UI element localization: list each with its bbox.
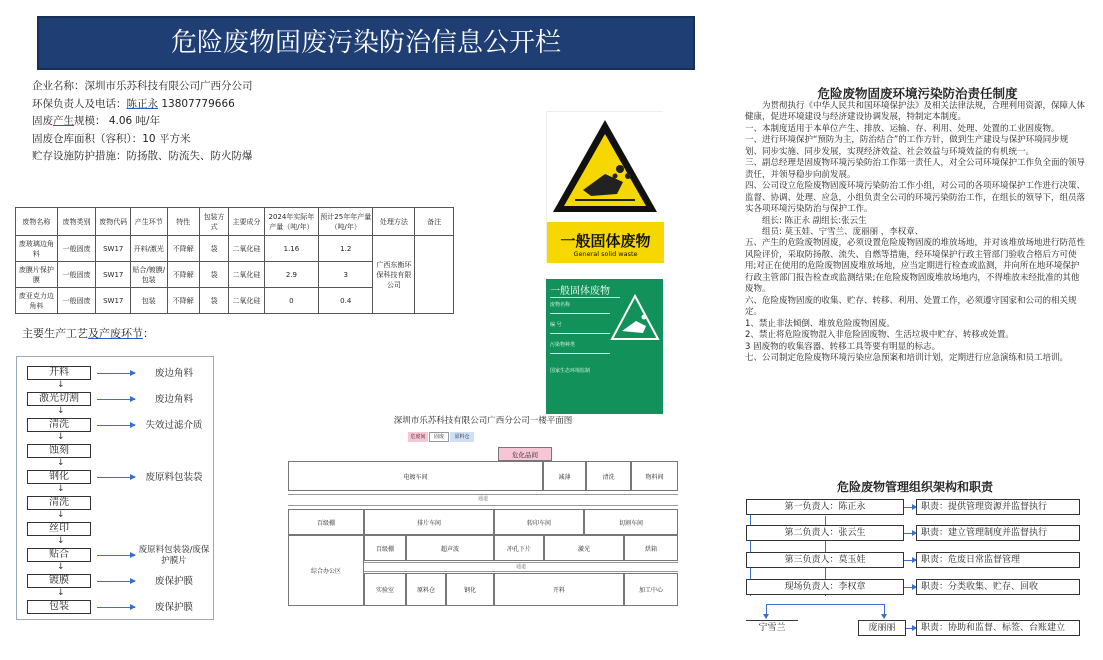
- regulation-paragraph: 五、产生的危险废物固废，必须设置危险废物固废的堆放场地，并对该堆放场地进行防范性风险评价，采取防扬散、流失、自燃等措施，经环境保护行政主管部门验收合格后方可使用;对正在使用的危险废物固废堆放场地，应当定期进行检查或监测，并向所在地环境保护行政主管部门报告检查或监测结果;在危险废物固废堆放场地内，不得堆放未经批准的其他废物。: [745, 238, 1086, 295]
- waste-label: 废原料包装袋: [145, 472, 203, 483]
- down-arrow-icon: ↓: [57, 588, 65, 598]
- table-cell: 1.2: [319, 236, 373, 262]
- col-header: 处理方法: [373, 208, 415, 236]
- floor-plan: [288, 428, 678, 606]
- table-cell: 一般固废: [57, 236, 96, 262]
- table-cell: 一般固废: [57, 262, 96, 288]
- duty-box: 职责：危废日常监督管理: [916, 552, 1080, 568]
- down-arrow-icon: [884, 604, 885, 618]
- right-arrow-icon: [97, 555, 135, 556]
- right-arrow-icon: [906, 628, 916, 629]
- flow-step: 钢化: [27, 470, 91, 484]
- room: 加工中心: [624, 573, 678, 606]
- col-header: 产生环节: [130, 208, 167, 236]
- room: 原料仓: [406, 573, 446, 606]
- table-cell: 1.16: [264, 236, 318, 262]
- table-cell: 二氧化硅: [229, 236, 265, 262]
- right-arrow-icon: [97, 477, 135, 478]
- page-banner: 危险废物固废污染防治信息公开栏: [37, 16, 695, 70]
- room: 超声波: [406, 535, 494, 561]
- right-arrow-icon: [904, 587, 916, 588]
- general-solid-waste-sign: [546, 111, 663, 262]
- right-arrow-icon: [97, 373, 135, 374]
- regulation-paragraph: 七、公司制定危险废物环境污染应急预案和培训计划，定期进行应急演练和员工培训。: [745, 352, 1069, 363]
- right-arrow-icon: [97, 581, 135, 582]
- down-arrow-icon: ↓: [57, 406, 65, 416]
- down-arrow-icon: ↓: [57, 562, 65, 572]
- regulation-paragraph: 2、禁止将危险废物混入非危险固废物、生活垃圾中贮存、转移或处置。: [745, 330, 1014, 341]
- regulation-paragraph: 组员: 莫玉娃、宁雪兰、庞丽丽 ，李权章、: [762, 226, 924, 237]
- room: 电镀车间: [288, 461, 543, 491]
- regulation-paragraph: 为贯彻执行《中华人民共和国环境保护法》及相关法律法规，合理利用资源，保障人体健康，促进环境建设与经济建设协调发展，特制定本制度。: [745, 101, 1086, 123]
- flow-step: 激光切割: [27, 392, 91, 406]
- room: 排片车间: [364, 509, 494, 535]
- table-header-row: [16, 208, 454, 236]
- room: 物料间: [631, 461, 678, 491]
- down-arrow-icon: ↓: [57, 484, 65, 494]
- duty-box: 职责：分类收集、贮存、回收: [916, 579, 1080, 595]
- table-cell: 贴合/镀膜/包装: [130, 262, 167, 288]
- room: 激光: [544, 535, 624, 561]
- contact-label: 环保负责人及电话：: [32, 97, 127, 110]
- duty-box: 职责：提供管理资源并监督执行: [916, 499, 1080, 515]
- col-header: 废物名称: [16, 208, 58, 236]
- room: 开料: [494, 573, 624, 606]
- regulation-paragraph: 组长: 陈正永 副组长:张云生: [762, 215, 867, 226]
- scale-prefix: 固废: [32, 115, 53, 128]
- table-cell: SW17: [96, 236, 130, 262]
- hazard-room: 危化品间: [498, 447, 552, 461]
- flow-step: 蚀刻: [27, 444, 91, 458]
- table-cell: 二氧化硅: [229, 262, 265, 288]
- duty-box: 职责：建立管理制度并监督执行: [916, 525, 1080, 541]
- waste-label: 废原料包装袋/废保护膜片: [138, 545, 210, 566]
- road: 通道: [288, 494, 678, 506]
- floor-plan-title: 深圳市乐苏科技有限公司广西分公司一楼平面图: [393, 416, 573, 426]
- regulation-paragraph: 六、危险废物固废的收集、贮存、转移、利用、处置工作，必须遵守国家和公司的相关规定。: [745, 295, 1077, 318]
- col-header: 备注: [415, 208, 454, 236]
- table-cell: 0.4: [319, 288, 373, 314]
- table-cell: 袋: [199, 262, 228, 288]
- flow-step: 丝印: [27, 522, 91, 536]
- area-line: 固废仓库面积（容积）：10 平方米: [32, 132, 191, 145]
- remark-cell: [415, 236, 454, 314]
- regulation-paragraph: 1、禁止非法倾倒、堆放危险废物固废。: [745, 318, 895, 329]
- col-header: 预计25年年产量（吨/年）: [319, 208, 373, 236]
- scale-value: 规模： 4.06 吨/年: [74, 115, 161, 128]
- regulation-paragraph: 四、公司设立危险废物固废环境污染防治工作小组，对公司的各项环境保护工作进行决策、监督、协调、处理、应急，小组负责全公司的环境污染防治工作，在组长的领导下，组员落实各项环境污染防治与保护工作。: [745, 181, 1086, 215]
- flow-title-colon: ：: [143, 327, 154, 340]
- duty-box: 职责：协助和监督、标签、台账建立: [916, 620, 1080, 636]
- table-cell: 开料/激光: [130, 236, 167, 262]
- right-arrow-icon: [904, 533, 916, 534]
- contact-name: 陈正永: [126, 97, 158, 110]
- room: 综合办公区: [288, 535, 364, 606]
- staff-box: 宁雪兰: [746, 620, 798, 636]
- contact-line: [32, 96, 372, 114]
- col-header: 包装方式: [199, 208, 228, 236]
- down-arrow-icon: [766, 604, 767, 618]
- flow-title: [22, 325, 154, 341]
- room: 钢化: [446, 573, 494, 606]
- table-cell: 袋: [199, 288, 228, 314]
- legend-material: 原料仓: [450, 432, 474, 442]
- scale-underlined: 产生: [53, 115, 74, 128]
- process-flow: [16, 356, 214, 620]
- table-row: [16, 236, 454, 262]
- right-arrow-icon: [904, 507, 916, 508]
- legend-hazard: 危废间: [408, 432, 428, 442]
- waste-label: 废保护膜: [154, 576, 193, 587]
- waste-table: [15, 207, 454, 314]
- sign2-line: [550, 313, 610, 314]
- room: 减薄: [543, 461, 586, 491]
- flow-title-text: 主要生产工艺: [22, 327, 88, 340]
- room: 百级棚: [288, 509, 364, 535]
- room: 切割车间: [584, 509, 678, 535]
- facility-line: 贮存设施防护措施：防扬散、防流失、防火防爆: [32, 150, 253, 163]
- table-cell: 包装: [130, 288, 167, 314]
- down-arrow-icon: ↓: [57, 458, 65, 468]
- contact-phone: 13807779666: [158, 97, 235, 110]
- flow-step: 清洗: [27, 418, 91, 432]
- waste-label: 废边角料: [154, 368, 193, 379]
- table-cell: 不降解: [167, 262, 199, 288]
- company-name: 企业名称：深圳市乐苏科技有限公司广西分公司: [32, 80, 253, 92]
- table-cell: 废玻璃边角料: [16, 236, 58, 262]
- org-chart: [746, 470, 1084, 634]
- person-box: 第一负责人：陈正永: [746, 499, 904, 515]
- sign1-label: 一般固体废物: [560, 232, 651, 250]
- road: 通道: [364, 562, 678, 572]
- disposal-cell: 广西东衡环保科技有限公司: [373, 236, 415, 314]
- table-cell: 废膜片保护膜: [16, 262, 58, 288]
- room: 实验室: [364, 573, 406, 606]
- flow-step: 开料: [27, 366, 91, 380]
- flow-title-underlined: 及产废环节: [88, 327, 143, 340]
- room: 烘箱: [624, 535, 678, 561]
- regulation-title: 危险废物固废环境污染防治责任制度: [817, 86, 1018, 101]
- room: 百级棚: [364, 535, 406, 561]
- down-arrow-icon: ↓: [57, 380, 65, 390]
- room: 转印车间: [494, 509, 584, 535]
- table-cell: 袋: [199, 236, 228, 262]
- legend-solid: 固废: [429, 432, 449, 442]
- down-arrow-icon: ↓: [57, 510, 65, 520]
- room: 冲孔下片: [494, 535, 544, 561]
- table-cell: 一般固废: [57, 288, 96, 314]
- col-header: 主要成分: [229, 208, 265, 236]
- col-header: 2024年实际年产量（吨/年）: [264, 208, 318, 236]
- scale-line: [32, 113, 372, 131]
- col-header: 废物代码: [96, 208, 130, 236]
- regulation-paragraph: 一、本制度适用于本单位产生、排放、运输、存、利用、处理、处置的工业固废物。: [745, 123, 1060, 134]
- right-arrow-icon: [97, 399, 135, 400]
- connector-line: [766, 604, 884, 605]
- waste-label: 废保护膜: [154, 602, 193, 613]
- table-cell: 不降解: [167, 236, 199, 262]
- person-box: 现场负责人：李权章: [746, 579, 904, 595]
- waste-label: 失效过滤介质: [145, 420, 203, 431]
- table-cell: 二氧化硅: [229, 288, 265, 314]
- table-cell: 3: [319, 262, 373, 288]
- regulation-body: [745, 101, 1085, 364]
- table-cell: 废亚克力边角料: [16, 288, 58, 314]
- staff-box: 庞丽丽: [858, 620, 906, 636]
- table-cell: 2.9: [264, 262, 318, 288]
- flow-step: 清洗: [27, 496, 91, 510]
- sign1-sub: General solid waste: [573, 250, 638, 258]
- company-info: [32, 78, 372, 166]
- sign2-footer: 国家生态环境监制: [550, 368, 591, 374]
- table-cell: SW17: [96, 262, 130, 288]
- flow-step: 镀膜: [27, 574, 91, 588]
- table-cell: 0: [264, 288, 318, 314]
- flow-step: 贴合: [27, 548, 91, 562]
- sign2-line: [550, 353, 610, 354]
- regulation-paragraph: 三、副总经理是固废物环境污染防治工作第一责任人，对全公司环境保护工作负全面的领导责任，并领导稳步向前发展。: [745, 158, 1086, 180]
- down-arrow-icon: ↓: [57, 536, 65, 546]
- person-box: 第二负责人：张云生: [746, 525, 904, 541]
- dump-triangle-icon: [610, 293, 660, 343]
- waste-label-sign: [546, 279, 663, 414]
- down-arrow-icon: ↓: [57, 432, 65, 442]
- col-header: 特性: [167, 208, 199, 236]
- regulation-paragraph: 一、进行环境保护“预防为主，防治结合”的工作方针，做到生产建设与保护环境同步规划、同步实施、同步发展，实现经济效益、社会效益与环境效益的有机统一。: [745, 135, 1069, 157]
- regulation-paragraph: 3 固废物的收集容器、转移工具等要有明显的标志。: [745, 341, 941, 352]
- sign2-field: 编 号: [550, 322, 562, 328]
- sign2-field: 污染物种类: [550, 342, 576, 348]
- waste-label: 废边角料: [154, 394, 193, 405]
- org-title: 危险废物管理组织架构和职责: [836, 480, 993, 494]
- col-header: 废物类别: [57, 208, 96, 236]
- table-cell: 不降解: [167, 288, 199, 314]
- sign2-line: [550, 333, 610, 334]
- flow-step: 包装: [27, 600, 91, 614]
- right-arrow-icon: [97, 607, 135, 608]
- right-arrow-icon: [904, 560, 916, 561]
- right-arrow-icon: [97, 425, 135, 426]
- person-box: 第三负责人：莫玉娃: [746, 552, 904, 568]
- room: 清洗: [586, 461, 631, 491]
- sign2-title: 一般固体废物: [550, 286, 610, 297]
- sign2-field: 废物名称: [550, 302, 571, 308]
- table-cell: SW17: [96, 288, 130, 314]
